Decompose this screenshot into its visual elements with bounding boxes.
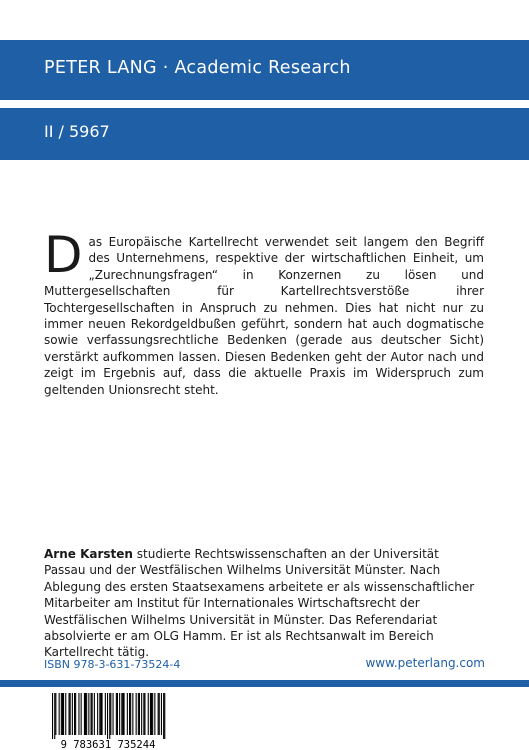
barcode-bar bbox=[84, 693, 85, 735]
barcode-bar bbox=[139, 693, 140, 735]
barcode-bar bbox=[86, 693, 87, 735]
barcode-bar bbox=[105, 693, 106, 735]
barcode-bar bbox=[110, 693, 111, 735]
barcode-bar bbox=[74, 693, 75, 735]
barcode-bar bbox=[97, 693, 98, 735]
barcode-bar bbox=[70, 693, 71, 735]
barcode-bar bbox=[129, 693, 130, 735]
barcode-bar bbox=[152, 693, 153, 735]
publisher-band bbox=[0, 40, 529, 100]
barcode-bar bbox=[54, 693, 55, 739]
author-bio-text: studierte Rechtswissenschaften an der Universität Passau und der Westfälischen Wilhelms Universität Münster. Nach Ablegung des ersten Staatsexamens arbeitete er als wissenschaftlicher Mitarbeiter am Institut für Internationales Wirtschaftsrecht der Westfälischen Wilhelms Universität in Münster. Das Referendariat absolvierte er am OLG Hamm. Er ist als Rechtsanwalt im Bereich Kartellrecht tätig. bbox=[44, 547, 475, 660]
barcode-bar bbox=[161, 693, 162, 735]
barcode-bar bbox=[109, 693, 110, 739]
barcode-graphic bbox=[44, 691, 172, 750]
barcode-bar bbox=[159, 693, 160, 735]
barcode-bar bbox=[55, 693, 56, 735]
barcode-bar bbox=[102, 693, 103, 735]
barcode-bar bbox=[59, 693, 60, 735]
barcode-bar bbox=[132, 693, 133, 735]
publisher-title: PETER LANG · Academic Research bbox=[44, 58, 351, 78]
barcode-bar bbox=[78, 693, 79, 735]
author-bio bbox=[44, 546, 484, 661]
abstract-text bbox=[44, 226, 484, 398]
barcode-bar bbox=[85, 693, 86, 735]
abstract-body: as Europäische Kartellrecht verwendet seit langem den Begriff des Unternehmens, respektive der wirtschaftlichen Einheit, um „Zurechnungsfragen“ in Konzernen zu lösen und Muttergesellschaften für Kartellrechtsverstöße ihrer Tochtergesellschaften in Anspruch zu nehmen. Dies hat nicht nur zu immer neuen Rekordgeldbußen geführt, sondern hat auch dogmatische sowie verfassungsrechtliche Bedenken (gerade aus deutscher Sicht) verstärkt aufkommen lassen. Diesen Bedenken geht der Autor nach und zeigt im Ergebnis auf, dass die aktuelle Praxis im Widerspruch zum geltenden Unionsrecht steht. bbox=[44, 235, 484, 397]
barcode-bar bbox=[65, 693, 66, 735]
barcode-bar bbox=[62, 693, 63, 735]
barcode-bar bbox=[151, 693, 152, 735]
barcode-bar bbox=[94, 693, 95, 735]
barcode-bar bbox=[116, 693, 117, 735]
barcode-bar bbox=[88, 693, 89, 735]
barcode-bar bbox=[72, 693, 73, 735]
barcode-bar bbox=[150, 693, 151, 735]
barcode-bar bbox=[75, 693, 76, 735]
barcode-bar bbox=[119, 693, 120, 735]
barcode-bar bbox=[130, 693, 131, 735]
barcode-bar bbox=[148, 693, 149, 735]
barcode-bar bbox=[52, 693, 53, 739]
barcode-bar bbox=[124, 693, 125, 735]
barcode-bar bbox=[113, 693, 114, 735]
isbn-text: ISBN 978-3-631-73524-4 bbox=[44, 658, 181, 671]
barcode-bar bbox=[154, 693, 155, 735]
drop-cap: D bbox=[44, 226, 83, 284]
website-link[interactable]: www.peterlang.com bbox=[365, 656, 485, 670]
barcode-bar bbox=[138, 693, 139, 735]
barcode-bar bbox=[127, 693, 128, 735]
barcode-bar bbox=[91, 693, 92, 735]
barcode-bar bbox=[164, 693, 165, 739]
barcode-bar bbox=[144, 693, 145, 735]
barcode-bar bbox=[121, 693, 122, 735]
barcode bbox=[44, 691, 172, 750]
barcode-digits: 9 783631 735244 bbox=[60, 739, 156, 750]
series-number: II / 5967 bbox=[44, 122, 110, 141]
author-name: Arne Karsten bbox=[44, 547, 133, 561]
barcode-bar bbox=[136, 693, 137, 735]
series-band bbox=[0, 108, 529, 160]
footer-rule bbox=[0, 680, 529, 687]
barcode-bar bbox=[99, 693, 100, 735]
barcode-bar bbox=[117, 693, 118, 735]
barcode-bar bbox=[81, 693, 82, 735]
barcode-bar bbox=[141, 693, 142, 735]
barcode-bar bbox=[61, 693, 62, 735]
barcode-bar bbox=[107, 693, 108, 739]
barcode-bar bbox=[158, 693, 159, 735]
barcode-bar bbox=[69, 693, 70, 735]
barcode-bar bbox=[63, 693, 64, 735]
barcode-bar bbox=[100, 693, 101, 735]
barcode-bar bbox=[163, 693, 164, 739]
barcode-bar bbox=[143, 693, 144, 735]
barcode-bar bbox=[122, 693, 123, 735]
barcode-bar bbox=[92, 693, 93, 735]
